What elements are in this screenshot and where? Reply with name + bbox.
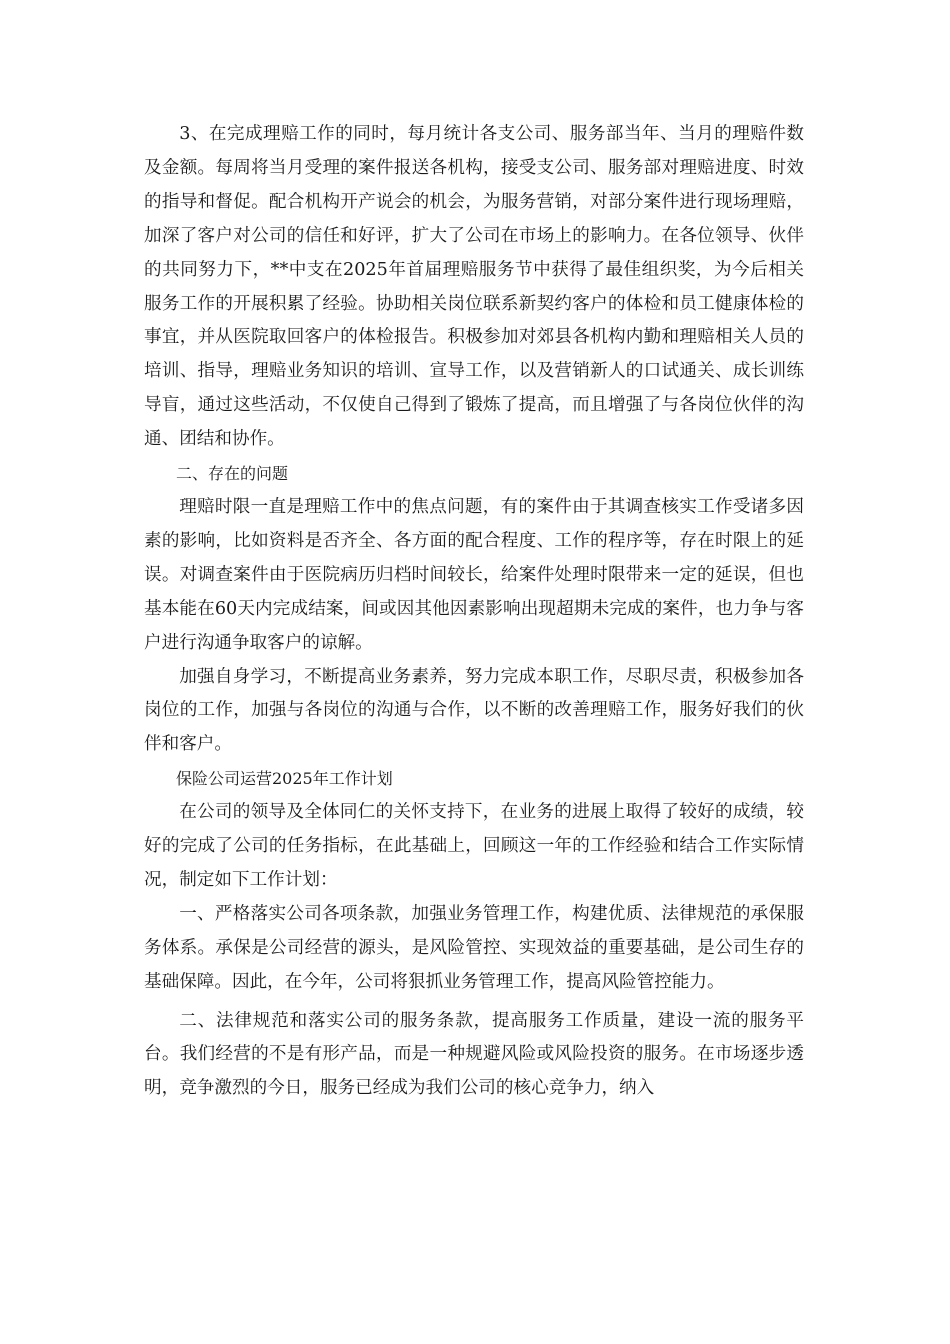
heading-existing-problems: 二、存在的问题: [176, 464, 289, 484]
paragraph-plan-item-one: 一、严格落实公司各项条款，加强业务管理工作，构建优质、法律规范的承保服务体系。承保是公司经营的源头，是风险管控、实现效益的重要基础，是公司生存的基础保障。因此，在今年，公司将狠抓业务管理工作，提高风险管控能力。: [144, 903, 804, 992]
paragraph-self-study: 加强自身学习，不断提高业务素养，努力完成本职工作，尽职尽责，积极参加各岗位的工作，加强与各岗位的沟通与合作，以不断的改善理赔工作，服务好我们的伙伴和客户。: [144, 666, 804, 755]
document-page: [144, 118, 804, 1106]
paragraph-claims-work: 3、在完成理赔工作的同时，每月统计各支公司、服务部当年、当月的理赔件数及金额。每周将当月受理的案件报送各机构，接受支公司、服务部对理赔进度、时效的指导和督促。配合机构开产说会的机会，为服务营销，对部分案件进行现场理赔，加深了客户对公司的信任和好评，扩大了公司在市场上的影响力。在各位领导、伙伴的共同努力下，**中支在2025年首届理赔服务节中获得了最佳组织奖，为今后相关服务工作的开展积累了经验。协助相关岗位联系新契约客户的体检和员工健康体检的事宜，并从医院取回客户的体检报告。积极参加对郊县各机构内勤和理赔相关人员的培训、指导，理赔业务知识的培训、宣导工作，以及营销新人的口试通关、成长训练导盲，通过这些活动，不仅使自己得到了锻炼了提高，而且增强了与各岗位伙伴的沟通、团结和协作。: [144, 124, 804, 450]
heading-work-plan: 保险公司运营2025年工作计划: [176, 769, 393, 789]
paragraph-plan-item-two: 二、法律规范和落实公司的服务条款，提高服务工作质量，建设一流的服务平台。我们经营的不是有形产品，而是一种规避风险或风险投资的服务。在市场逐步透明，竞争激烈的今日，服务已经成为我们公司的核心竞争力，纳入: [144, 1010, 804, 1099]
paragraph-claims-time-limit: 理赔时限一直是理赔工作中的焦点问题，有的案件由于其调查核实工作受诸多因素的影响，比如资料是否齐全、各方面的配合程度、工作的程序等，存在时限上的延误。对调查案件由于医院病历归档时间较长，给案件处理时限带来一定的延误，但也基本能在60天内完成结案，间或因其他因素影响出现超期未完成的案件，也力争与客户进行沟通争取客户的谅解。: [144, 496, 804, 653]
paragraph-plan-intro: 在公司的领导及全体同仁的关怀支持下，在业务的进展上取得了较好的成绩，较好的完成了公司的任务指标，在此基础上，回顾这一年的工作经验和结合工作实际情况，制定如下工作计划：: [144, 802, 804, 890]
